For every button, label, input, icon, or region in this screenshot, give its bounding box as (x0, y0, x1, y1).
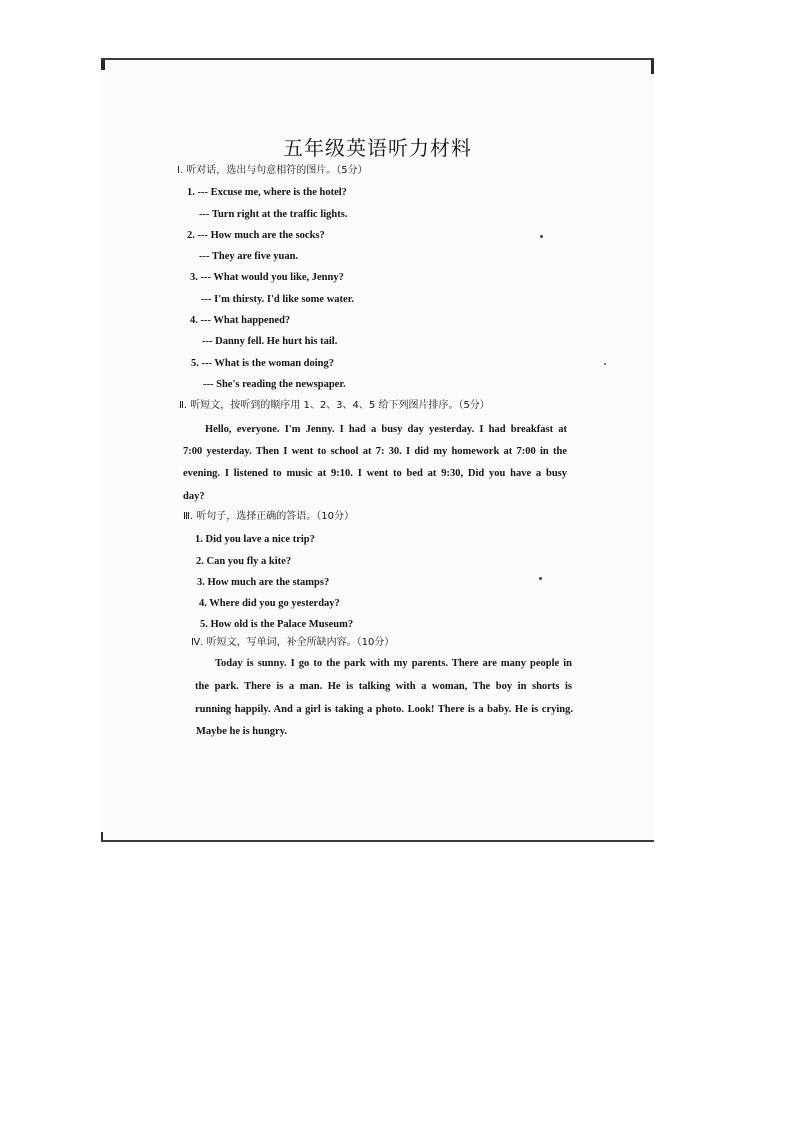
passage-line: running happily. And a girl is taking a photo. Look! There is a baby. He is crying. (195, 704, 573, 715)
dialogue-line: --- I'm thirsty. I'd like some water. (201, 294, 355, 305)
page-title: 五年级英语听力材料 (283, 136, 472, 160)
scan-speck (539, 577, 542, 580)
section-1-heading: Ⅰ. 听对话，选出与句意相符的图片。（5分） (177, 165, 368, 176)
scan-speck (604, 363, 606, 365)
passage-line: Today is sunny. I go to the park with my parents. There are many people in (215, 658, 572, 669)
dialogue-line: 4. --- What happened? (190, 315, 291, 326)
passage-line: day? (183, 491, 205, 502)
scan-edge-mark (101, 832, 103, 840)
dialogue-line: --- She's reading the newspaper. (203, 379, 346, 390)
scan-edge-mark (101, 60, 105, 70)
question-line: 1. Did you lave a nice trip? (195, 534, 315, 545)
dialogue-line: 5. --- What is the woman doing? (191, 358, 335, 369)
scanned-sheet (101, 58, 654, 842)
question-line: 2. Can you fly a kite? (196, 556, 292, 567)
dialogue-line: 1. --- Excuse me, where is the hotel? (187, 187, 347, 198)
dialogue-line: 2. --- How much are the socks? (187, 230, 325, 241)
dialogue-line: --- Danny fell. He hurt his tail. (202, 336, 338, 347)
section-3-heading: Ⅲ. 听句子，选择正确的答语。（10分） (183, 511, 354, 522)
dialogue-line: --- They are five yuan. (199, 251, 299, 262)
passage-line: 7:00 yesterday. Then I went to school at 7: 30. I did my homework at 7:00 in the (183, 446, 567, 457)
passage-line: Maybe he is hungry. (196, 726, 288, 737)
passage-line: Hello, everyone. I'm Jenny. I had a busy day yesterday. I had breakfast at (205, 424, 567, 435)
passage-line: the park. There is a man. He is talking with a woman, The boy in shorts is (195, 681, 572, 692)
dialogue-line: --- Turn right at the traffic lights. (199, 209, 348, 220)
scan-edge-mark (651, 60, 654, 74)
scan-speck (540, 235, 543, 238)
passage-line: evening. I listened to music at 9:10. I went to bed at 9:30, Did you have a busy (183, 468, 567, 479)
dialogue-line: 3. --- What would you like, Jenny? (190, 272, 344, 283)
section-4-heading: Ⅳ. 听短文，写单词，补全所缺内容。（10分） (191, 637, 395, 648)
section-2-heading: Ⅱ. 听短文，按听到的顺序用 1、2、3、4、5 给下列图片排序。（5分） (179, 400, 490, 411)
question-line: 4. Where did you go yesterday? (199, 598, 340, 609)
question-line: 5. How old is the Palace Museum? (200, 619, 354, 630)
question-line: 3. How much are the stamps? (197, 577, 330, 588)
